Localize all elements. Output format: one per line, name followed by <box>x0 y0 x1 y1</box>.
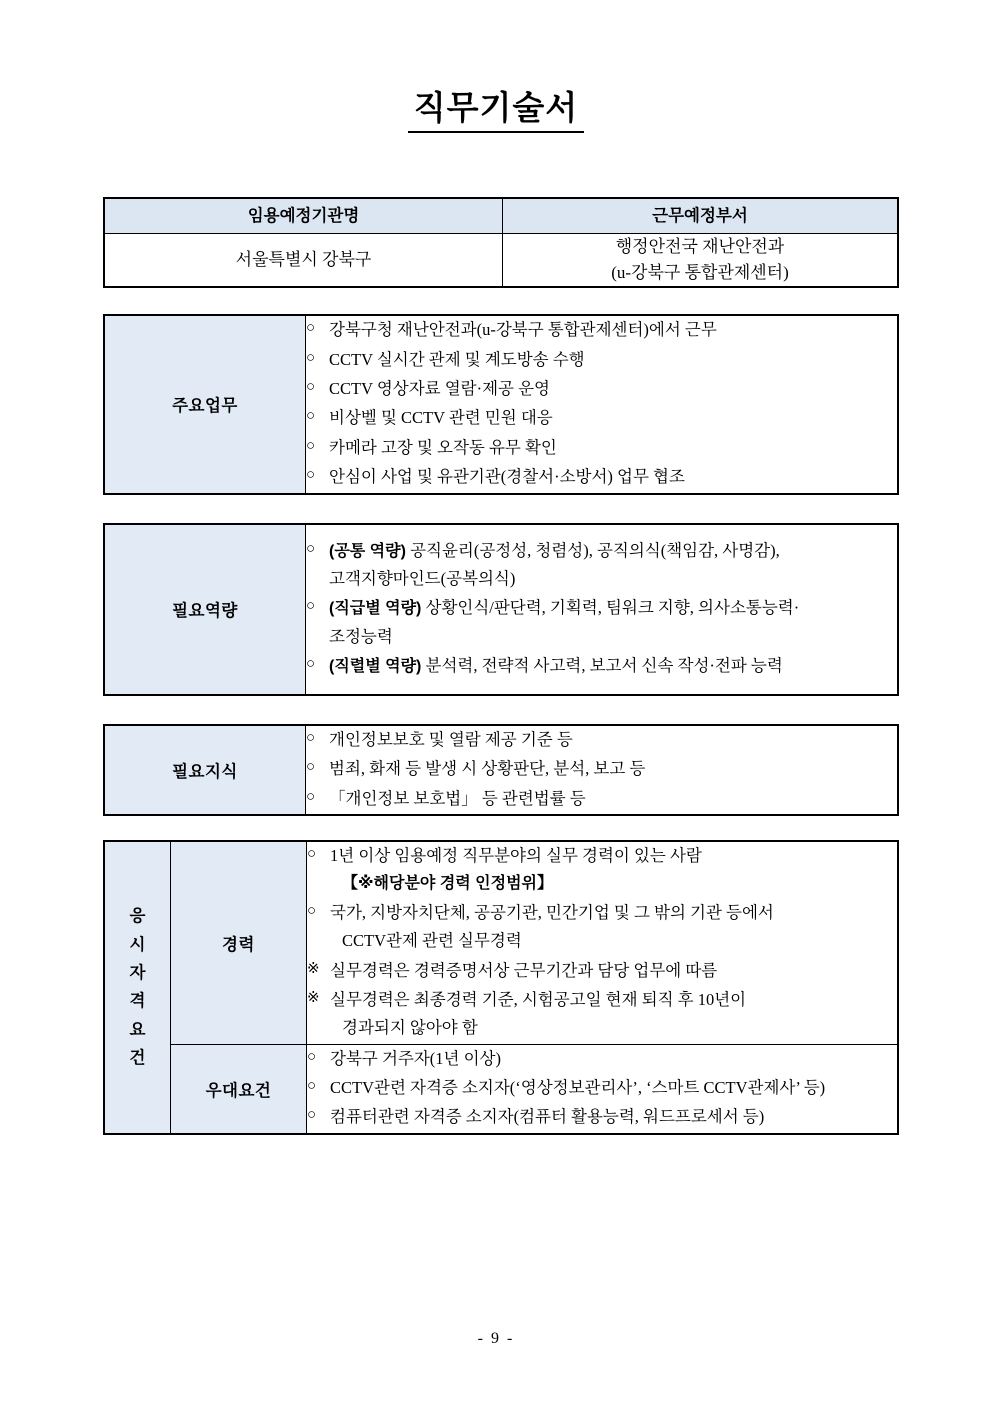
list-item <box>306 316 897 344</box>
list-item-text: 국가, 지방자치단체, 공공기관, 민간기업 및 그 밖의 기관 등에서 <box>330 902 774 922</box>
page-number: - 9 - <box>477 1330 515 1347</box>
column-header-institution: 임용예정기관명 <box>104 198 503 234</box>
vertical-label-char: 자 <box>129 964 146 983</box>
bullet-icon: ○ <box>306 759 316 776</box>
column-header-department: 근무예정부서 <box>503 198 899 234</box>
list-item <box>306 463 897 491</box>
list-item-text: 안심이 사업 및 유관기관(경찰서·소방서) 업무 협조 <box>329 467 685 487</box>
list-item-continuation: 경과되지 않아야 함 <box>342 1018 478 1038</box>
bullet-icon: ○ <box>307 1048 317 1065</box>
list-item-text: 「개인정보 보호법」 등 관련법률 등 <box>329 788 586 808</box>
vertical-label-char: 건 <box>129 1049 146 1068</box>
list-item <box>307 1045 897 1073</box>
list-item-text: 카메라 고장 및 오작동 유무 확인 <box>329 437 557 457</box>
list-item <box>306 755 897 783</box>
vertical-label-stack <box>105 902 170 1072</box>
vertical-label-char: 요 <box>129 1020 146 1039</box>
list-item-text: 상황인식/판단력, 기획력, 팀워크 지향, 의사소통능력· <box>425 598 800 618</box>
list-item-text: 1년 이상 임용예정 직무분야의 실무 경력이 있는 사람 <box>330 845 702 865</box>
list-item-text: 실무경력은 최종경력 기준, 시험공고일 현재 퇴직 후 10년이 <box>330 989 747 1009</box>
main-duties-list <box>306 316 897 491</box>
list-item <box>306 652 897 681</box>
page-title-container <box>0 0 992 133</box>
vertical-label-char: 시 <box>129 935 146 954</box>
table-row <box>104 1044 898 1134</box>
bullet-icon: ○ <box>307 845 317 862</box>
bullet-icon: ○ <box>307 1078 317 1095</box>
list-item <box>307 1103 897 1131</box>
list-item <box>306 594 897 651</box>
list-item <box>306 726 897 754</box>
label-career: 경력 <box>171 841 307 1044</box>
list-item-text: 분석력, 전략적 사고력, 보고서 신속 작성·전파 능력 <box>425 656 783 676</box>
career-scope-note: 【※해당분야 경력 인정범위】 <box>342 875 554 893</box>
list-item-text: CCTV 실시간 관제 및 계도방송 수행 <box>329 349 585 369</box>
list-item <box>306 375 897 403</box>
bullet-icon: ○ <box>306 598 316 615</box>
list-item-text: 강북구청 재난안전과(u-강북구 통합관제센터)에서 근무 <box>329 320 717 340</box>
label-eligibility-vertical <box>104 841 171 1134</box>
list-item-text: 비상벨 및 CCTV 관련 민원 대응 <box>329 408 553 428</box>
header-table <box>103 197 899 289</box>
department-line-1: 행정안전국 재난안전과 <box>615 236 785 256</box>
bullet-icon: ○ <box>306 467 316 484</box>
spacer <box>0 696 992 724</box>
competency-tag: (직렬별 역량) <box>329 658 422 676</box>
preferential-list <box>307 1045 897 1132</box>
list-item-continuation: 고객지향마인드(공복의식) <box>329 569 516 589</box>
competency-tag: (공통 역량) <box>329 542 406 560</box>
table-row <box>104 233 898 287</box>
spacer <box>0 495 992 523</box>
main-duties-content <box>306 315 899 493</box>
list-item <box>307 957 897 985</box>
spacer <box>0 288 992 314</box>
career-list <box>307 842 897 1043</box>
list-item <box>307 842 897 898</box>
required-knowledge-list <box>306 726 897 813</box>
bullet-icon: ○ <box>306 788 316 805</box>
table-row <box>104 315 898 493</box>
list-item <box>306 346 897 374</box>
bullet-icon: ○ <box>306 437 316 454</box>
department-value <box>503 233 899 287</box>
required-competency-list <box>306 537 897 681</box>
competency-tag: (직급별 역량) <box>329 600 422 618</box>
vertical-label-char: 격 <box>129 992 146 1011</box>
bullet-icon: ○ <box>306 408 316 425</box>
bullet-icon: ○ <box>307 902 317 919</box>
institution-value: 서울특별시 강북구 <box>104 233 503 287</box>
list-item-continuation: 조정능력 <box>329 626 393 646</box>
list-item-text: 개인정보보호 및 열람 제공 기준 등 <box>329 729 573 749</box>
list-item-text: 컴퓨터관련 자격증 소지자(컴퓨터 활용능력, 워드프로세서 등) <box>330 1107 765 1127</box>
list-item <box>306 537 897 594</box>
required-competency-table <box>103 523 899 696</box>
note-marker-icon: ※ <box>307 989 320 1006</box>
list-item-continuation: CCTV관제 관련 실무경력 <box>342 931 522 951</box>
list-item <box>307 899 897 956</box>
career-content <box>307 841 899 1044</box>
bullet-icon: ○ <box>306 729 316 746</box>
list-item <box>307 1074 897 1102</box>
page-title: 직무기술서 <box>408 88 584 133</box>
required-competency-content <box>306 524 899 695</box>
list-item <box>306 785 897 813</box>
note-marker-icon: ※ <box>307 960 320 977</box>
label-main-duties: 주요업무 <box>104 315 306 493</box>
preferential-content <box>307 1044 899 1134</box>
table-row <box>104 841 898 1044</box>
bullet-icon: ○ <box>306 320 316 337</box>
list-item <box>306 404 897 432</box>
list-item-text: 실무경력은 경력증명서상 근무기간과 담당 업무에 따름 <box>330 960 718 980</box>
label-required-knowledge: 필요지식 <box>104 725 306 815</box>
vertical-label-char: 응 <box>129 907 146 926</box>
list-item <box>306 434 897 462</box>
required-knowledge-content <box>306 725 899 815</box>
list-item-text: CCTV관련 자격증 소지자(‘영상정보관리사’, ‘스마트 CCTV관제사’ 등) <box>330 1078 826 1098</box>
label-required-competency: 필요역량 <box>104 524 306 695</box>
list-item-text: CCTV 영상자료 열람·제공 운영 <box>329 379 550 399</box>
bullet-icon: ○ <box>306 540 316 557</box>
table-row <box>104 524 898 695</box>
bullet-icon: ○ <box>306 379 316 396</box>
required-knowledge-table <box>103 724 899 816</box>
list-item-text: 공직윤리(공정성, 청렴성), 공직의식(책임감, 사명감), <box>410 540 780 560</box>
table-row <box>104 725 898 815</box>
spacer <box>0 816 992 840</box>
list-item <box>307 986 897 1043</box>
department-line-2: (u-강북구 통합관제센터) <box>611 262 789 282</box>
main-duties-table <box>103 314 899 494</box>
list-item-text: 범죄, 화재 등 발생 시 상황판단, 분석, 보고 등 <box>329 759 646 779</box>
bullet-icon: ○ <box>307 1107 317 1124</box>
table-row <box>104 198 898 234</box>
bullet-icon: ○ <box>306 656 316 673</box>
eligibility-table <box>103 840 899 1135</box>
list-item-text: 강북구 거주자(1년 이상) <box>330 1048 501 1068</box>
label-preferential: 우대요건 <box>171 1044 307 1134</box>
bullet-icon: ○ <box>306 349 316 366</box>
